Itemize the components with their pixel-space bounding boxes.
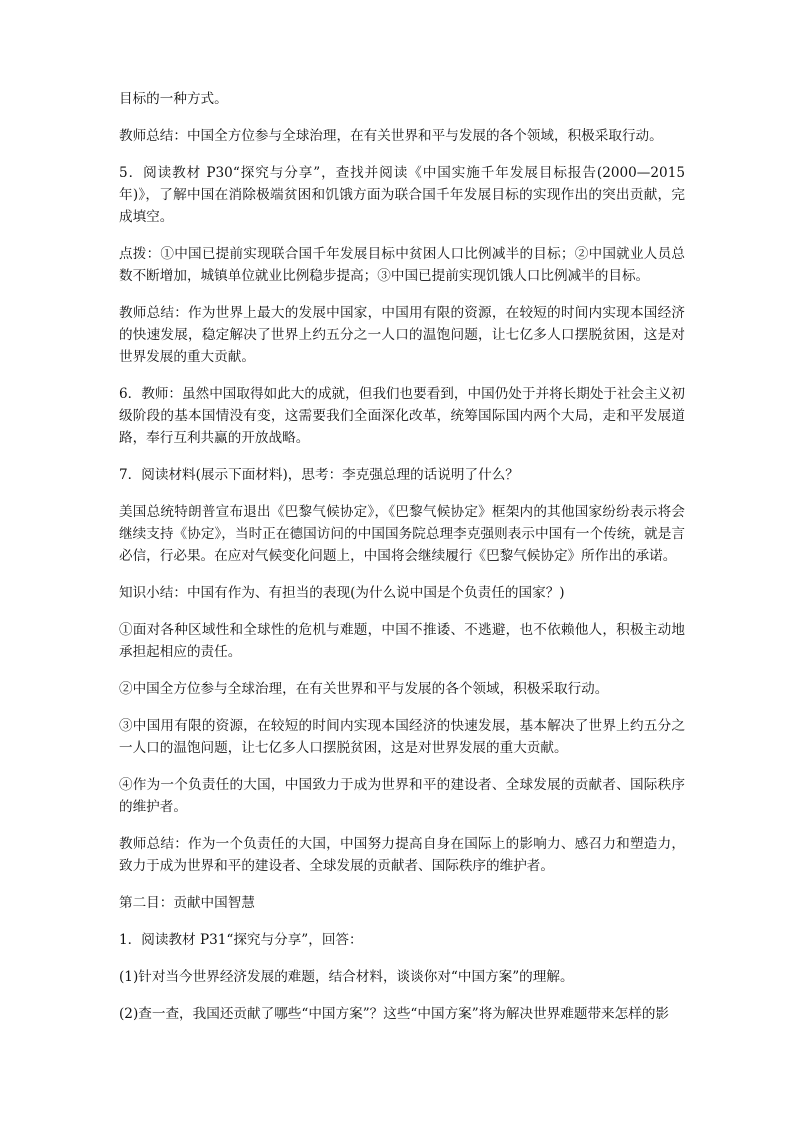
paragraph-point-4: ④作为一个负责任的大国，中国致力于成为世界和平的建设者、全球发展的贡献者、国际秩序的维护者。 <box>119 777 685 815</box>
document-page <box>119 88 685 1040</box>
paragraph-question-1-sub-2: (2)查一查，我国还贡献了哪些“中国方案”？这些“中国方案”将为解决世界难题带来怎样的影 <box>119 1006 670 1022</box>
paragraph-question-1-sub-1: (1)针对当今世界经济发展的难题，结合材料，谈谈你对“中国方案”的理解。 <box>119 969 574 985</box>
paragraph-teacher-summary-2: 教师总结：作为世界上最大的发展中国家，中国用有限的资源，在较短的时间内实现本国经济的快速发展，稳定解决了世界上约五分之一人口的温饱问题，让七亿多人口摆脱贫困，这是对世界发展的重大贡献。 <box>119 305 685 365</box>
paragraph-point-1: ①面对各种区域性和全球性的危机与难题，中国不推诿、不逃避，也不依赖他人，积极主动地承担起相应的责任。 <box>119 622 685 660</box>
section-heading: 第二目：贡献中国智慧 <box>119 895 255 911</box>
paragraph-question-1: 1．阅读教材 P31“探究与分享”，回答： <box>119 932 363 948</box>
paragraph-point-2: ②中国全方位参与全球治理，在有关世界和平与发展的各个领域，积极采取行动。 <box>119 681 609 697</box>
paragraph-intro-fragment: 目标的一种方式。 <box>119 91 228 107</box>
paragraph-point-3: ③中国用有限的资源，在较短的时间内实现本国经济的快速发展，基本解决了世界上约五分之一人口的温饱问题，让七亿多人口摆脱贫困，这是对世界发展的重大贡献。 <box>119 718 685 756</box>
paragraph-teacher-summary-1: 教师总结：中国全方位参与全球治理，在有关世界和平与发展的各个领域，积极采取行动。 <box>119 128 663 144</box>
paragraph-hint: 点拨：①中国已提前实现联合国千年发展目标中贫困人口比例减半的目标；②中国就业人员总数不断增加，城镇单位就业比例稳步提高；③中国已提前实现饥饿人口比例减半的目标。 <box>119 246 685 284</box>
paragraph-item-6: 6．教师：虽然中国取得如此大的成就，但我们也要看到，中国仍处于并将长期处于社会主义初级阶段的基本国情没有变，这需要我们全面深化改革，统筹国际国内两个大局，走和平发展道路，奉行互利共赢的开放战略。 <box>119 386 685 446</box>
paragraph-knowledge-summary: 知识小结：中国有作为、有担当的表现(为什么说中国是个负责任的国家？) <box>119 585 565 601</box>
paragraph-teacher-summary-3: 教师总结：作为一个负责任的大国，中国努力提高自身在国际上的影响力、感召力和塑造力，致力于成为世界和平的建设者、全球发展的贡献者、国际秩序的维护者。 <box>119 836 685 874</box>
paragraph-item-7: 7．阅读材料(展示下面材料)，思考：李克强总理的话说明了什么？ <box>119 467 519 483</box>
paragraph-item-5: 5．阅读教材 P30“探究与分享”，查找并阅读《中国实施千年发展目标报告(2000—2015年)》，了解中国在消除极端贫困和饥饿方面为联合国千年发展目标的实现作出的突出贡献，完成填空。 <box>119 165 685 225</box>
paragraph-material: 美国总统特朗普宣布退出《巴黎气候协定》，《巴黎气候协定》框架内的其他国家纷纷表示将会继续支持《协定》，当时正在德国访问的中国国务院总理李克强则表示中国有一个传统，就是言必信，行必果。在应对气候变化问题上，中国将会继续履行《巴黎气候协定》所作出的承诺。 <box>119 504 685 564</box>
